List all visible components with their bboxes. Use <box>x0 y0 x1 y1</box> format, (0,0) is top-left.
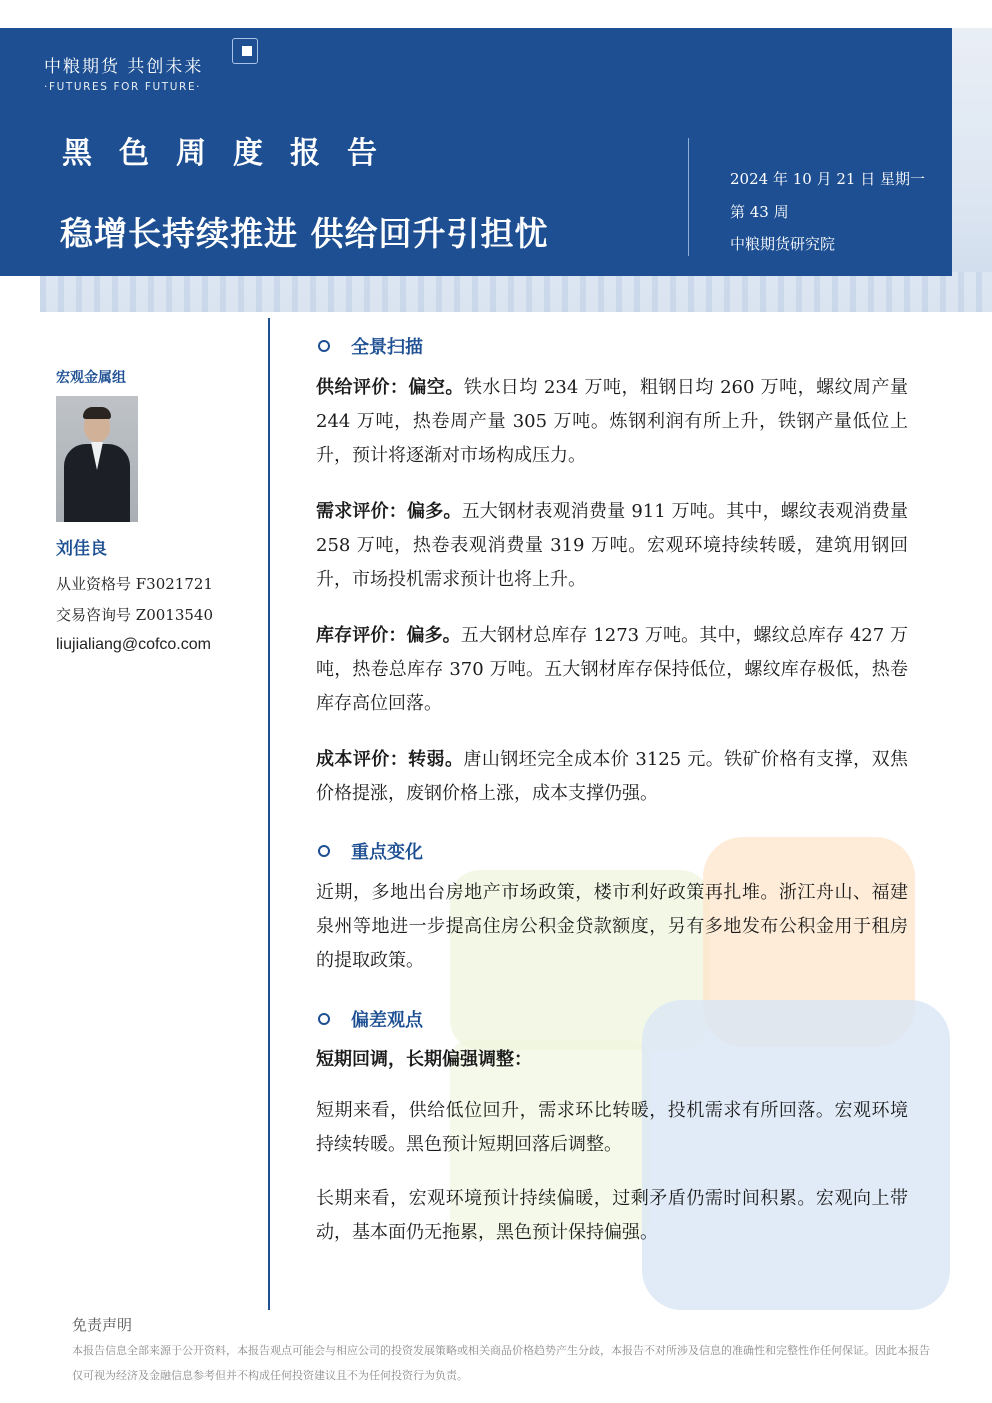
section-heading-overview <box>318 333 423 359</box>
consulting-number: 交易咨询号 Z0013540 <box>56 606 213 624</box>
section-title: 全景扫描 <box>351 337 423 358</box>
inventory-label: 库存评价：偏多。 <box>316 625 461 646</box>
disclaimer-text: 本报告信息全部来源于公开资料，本报告观点可能会与相应公司的投资发展策略或相关商品价格趋势产生分歧，本报告不对所涉及信息的准确性和完整性作任何保证。因此本报告仅可视为经济及金融信息参考但并不构成任何投资建议且不为任何投资行为负责。 <box>72 1344 930 1382</box>
analyst-group: 宏观金属组 <box>56 370 126 386</box>
analyst-name: 刘佳良 <box>56 539 107 559</box>
supply-text: 铁水日均 234 万吨，粗钢日均 260 万吨，螺纹周产量 244 万吨，热卷周产量 305 万吨。炼钢利润有所上升，铁钢产量低位上升，预计将逐渐对市场构成压力。 <box>316 377 908 466</box>
cost-label: 成本评价：转弱。 <box>316 749 464 770</box>
disclaimer-title: 免责声明 <box>72 1316 133 1334</box>
inventory-text: 五大钢材总库存 1273 万吨。其中，螺纹总库存 427 万吨，热卷总库存 370 万吨。五大钢材库存保持低位，螺纹库存极低，热卷库存高位回落。 <box>316 625 909 714</box>
report-date: 2024 年 10 月 21 日 星期一 <box>730 170 925 188</box>
inventory-paragraph <box>316 619 908 721</box>
long-term-paragraph: 长期来看，宏观环境预计持续偏暖，过剩矛盾仍需时间积累。宏观向上带动，基本面仍无拖累，黑色预计保持偏强。 <box>316 1188 908 1243</box>
section-heading-changes <box>318 838 423 864</box>
cost-paragraph <box>316 743 908 811</box>
logo-subtext: ·FUTURES FOR FUTURE· <box>44 81 202 93</box>
demand-label: 需求评价：偏多。 <box>316 501 462 522</box>
company-logo <box>44 52 203 93</box>
changes-paragraph: 近期，多地出台房地产市场政策，楼市利好政策再扎堆。浙江舟山、福建泉州等地进一步提高住房公积金贷款额度，另有多地发布公积金用于租房的提取政策。 <box>316 882 908 971</box>
analyst-email[interactable]: liujialiang@cofco.com <box>56 636 211 653</box>
circle-bullet-icon <box>318 1013 330 1025</box>
view-subtitle-text: 短期回调，长期偏强调整： <box>316 1049 532 1070</box>
demand-paragraph <box>316 495 908 597</box>
section-title: 重点变化 <box>351 842 423 863</box>
demand-text: 五大钢材表观消费量 911 万吨。其中，螺纹表观消费量 258 万吨，热卷表观消费量 319 万吨。宏观环境持续转暖，建筑用钢回升，市场投机需求预计也将上升。 <box>316 501 908 590</box>
section-heading-view <box>318 1006 423 1032</box>
logo-text: 中粮期货 共创未来 <box>44 57 204 77</box>
supply-paragraph <box>316 371 908 473</box>
supply-label: 供给评价：偏空。 <box>316 377 464 398</box>
qualification-number: 从业资格号 F3021721 <box>56 575 213 593</box>
cost-text: 唐山钢坯完全成本价 3125 元。铁矿价格有支撑，双焦价格提涨，废钢价格上涨，成本支撑仍强。 <box>316 749 909 804</box>
report-organization: 中粮期货研究院 <box>730 235 836 253</box>
analyst-photo <box>56 396 138 522</box>
view-subtitle <box>316 1043 908 1077</box>
report-title: 稳增长持续推进 供给回升引担忧 <box>60 214 549 253</box>
report-week: 第 43 周 <box>730 203 789 221</box>
sidebar-divider <box>268 318 270 1310</box>
report-type: 黑色周度报告 <box>62 136 404 171</box>
circle-bullet-icon <box>318 340 330 352</box>
logo-icon <box>232 38 258 64</box>
short-term-paragraph: 短期来看，供给低位回升，需求环比转暖，投机需求有所回落。宏观环境持续转暖。黑色预计短期回落后调整。 <box>316 1100 908 1155</box>
banner-divider <box>688 138 689 256</box>
section-title: 偏差观点 <box>351 1010 423 1031</box>
circle-bullet-icon <box>318 845 330 857</box>
